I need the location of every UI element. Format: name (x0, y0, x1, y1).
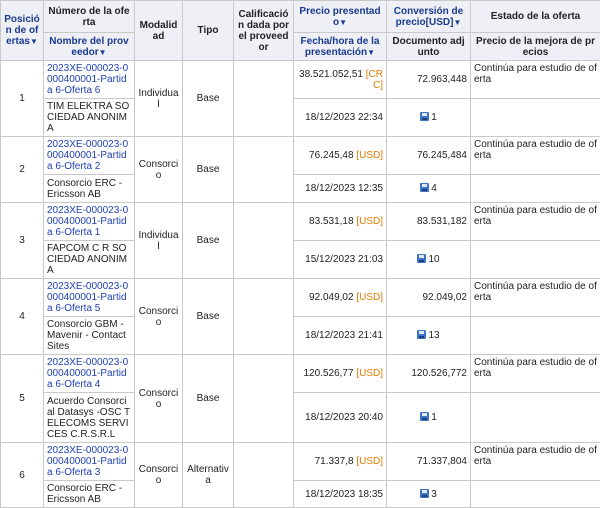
header-price-presented[interactable] (294, 1, 387, 33)
price-cell (294, 355, 387, 393)
price-value: 76.245,48 (309, 150, 354, 161)
price-value: 38.521.052,51 (299, 69, 363, 80)
table-row (1, 137, 600, 175)
table-row (1, 393, 600, 443)
currency-badge: [USD] (356, 292, 383, 303)
table-row (1, 203, 600, 241)
offer-number-link[interactable]: 2023XE-000023-0000400001-Partida 6-Oferta 6 (47, 63, 128, 96)
offer-link[interactable] (44, 355, 135, 393)
sort-arrow-icon: ▼ (339, 18, 347, 27)
modality-cell: Individual (135, 203, 183, 279)
modality-cell: Consorcio (135, 279, 183, 355)
modality-cell: Consorcio (135, 137, 183, 203)
offer-number-link[interactable]: 2023XE-000023-0000400001-Partida 6-Oferta 4 (47, 357, 128, 390)
sort-arrow-icon: ▼ (99, 48, 107, 57)
header-status: Estado de la oferta (471, 1, 600, 33)
offer-number-link[interactable]: 2023XE-000023-0000400001-Partida 6-Oferta 1 (47, 205, 128, 238)
table-row (1, 175, 600, 203)
datetime-cell: 15/12/2023 21:03 (294, 241, 387, 279)
floppy-disk-icon[interactable] (417, 330, 426, 339)
best-price-cell (471, 317, 600, 355)
doc-cell[interactable] (387, 99, 471, 137)
header-best-price: Precio de la mejora de precios (471, 33, 600, 61)
header-provider-name[interactable] (44, 33, 135, 61)
conversion-cell: 83.531,182 (387, 203, 471, 241)
position-cell: 6 (1, 443, 44, 508)
price-cell (294, 137, 387, 175)
best-price-cell (471, 481, 600, 508)
price-value: 120.526,77 (303, 368, 353, 379)
doc-count: 10 (428, 254, 439, 265)
doc-cell[interactable] (387, 317, 471, 355)
status-cell: Continúa para estudio de oferta (471, 137, 600, 175)
modality-cell: Individual (135, 61, 183, 137)
price-cell (294, 203, 387, 241)
table-row (1, 355, 600, 393)
currency-badge: [CRC] (366, 69, 383, 91)
datetime-cell: 18/12/2023 20:40 (294, 393, 387, 443)
doc-count: 1 (431, 112, 437, 123)
header-datetime[interactable] (294, 33, 387, 61)
price-value: 71.337,8 (315, 456, 354, 467)
offer-link[interactable] (44, 279, 135, 317)
type-cell: Base (183, 137, 234, 203)
doc-cell[interactable] (387, 393, 471, 443)
conversion-cell: 72.963,448 (387, 61, 471, 99)
header-type: Tipo (183, 1, 234, 61)
datetime-cell: 18/12/2023 22:34 (294, 99, 387, 137)
table-row (1, 481, 600, 508)
doc-count: 3 (431, 489, 437, 500)
header-provider-label: Nombre del proveedor (49, 36, 128, 58)
rating-cell (234, 203, 294, 279)
conversion-cell: 76.245,484 (387, 137, 471, 175)
rating-cell (234, 61, 294, 137)
header-position[interactable] (1, 1, 44, 61)
position-cell: 1 (1, 61, 44, 137)
position-cell: 3 (1, 203, 44, 279)
header-position-label: Posición de ofertas (4, 14, 40, 47)
table-row (1, 317, 600, 355)
status-cell: Continúa para estudio de oferta (471, 279, 600, 317)
provider-cell: Consorcio GBM - Mavenir - Contact Sites (44, 317, 135, 355)
datetime-cell: 18/12/2023 18:35 (294, 481, 387, 508)
rating-cell (234, 443, 294, 508)
offer-link[interactable] (44, 61, 135, 99)
conversion-cell: 120.526,772 (387, 355, 471, 393)
table-row (1, 279, 600, 317)
doc-count: 4 (431, 183, 437, 194)
rating-cell (234, 355, 294, 443)
best-price-cell (471, 99, 600, 137)
header-modality: Modalidad (135, 1, 183, 61)
position-cell: 5 (1, 355, 44, 443)
provider-cell: Acuerdo Consorcial Datasys -OSC TELECOMS SERVICES C.R.S.R.L (44, 393, 135, 443)
status-cell: Continúa para estudio de oferta (471, 355, 600, 393)
conversion-cell: 71.337,804 (387, 443, 471, 481)
offer-link[interactable] (44, 443, 135, 481)
currency-badge: [USD] (356, 216, 383, 227)
provider-cell: Consorcio ERC - Ericsson AB (44, 175, 135, 203)
datetime-cell: 18/12/2023 21:41 (294, 317, 387, 355)
status-cell: Continúa para estudio de oferta (471, 443, 600, 481)
offer-number-link[interactable]: 2023XE-000023-0000400001-Partida 6-Oferta 5 (47, 281, 128, 314)
offer-number-link[interactable]: 2023XE-000023-0000400001-Partida 6-Oferta 3 (47, 445, 128, 478)
modality-cell: Consorcio (135, 443, 183, 508)
table-row (1, 99, 600, 137)
doc-count: 13 (428, 330, 439, 341)
price-value: 83.531,18 (309, 216, 354, 227)
header-offer-number: Número de la oferta (44, 1, 135, 33)
rating-cell (234, 279, 294, 355)
provider-cell: TIM ELEKTRA SOCIEDAD ANONIMA (44, 99, 135, 137)
type-cell: Base (183, 279, 234, 355)
best-price-cell (471, 175, 600, 203)
header-price-label: Precio presentado (299, 6, 380, 28)
offer-link[interactable] (44, 203, 135, 241)
price-cell (294, 279, 387, 317)
doc-cell[interactable] (387, 241, 471, 279)
floppy-disk-icon[interactable] (420, 489, 429, 498)
header-rating: Calificación dada por el proveedor (234, 1, 294, 61)
status-cell: Continúa para estudio de oferta (471, 203, 600, 241)
sort-arrow-icon: ▼ (367, 48, 375, 57)
header-conversion[interactable] (387, 1, 471, 33)
position-cell: 4 (1, 279, 44, 355)
currency-badge: [USD] (356, 456, 383, 467)
header-conversion-label: Conversión de precio[USD] (394, 6, 463, 28)
header-datetime-label: Fecha/hora de la presentación (301, 36, 380, 58)
conversion-cell: 92.049,02 (387, 279, 471, 317)
floppy-disk-icon[interactable] (420, 183, 429, 192)
sort-arrow-icon: ▼ (30, 37, 38, 46)
rating-cell (234, 137, 294, 203)
offer-number-link[interactable]: 2023XE-000023-0000400001-Partida 6-Oferta 2 (47, 139, 128, 172)
position-cell: 2 (1, 137, 44, 203)
datetime-cell: 18/12/2023 12:35 (294, 175, 387, 203)
table-row (1, 61, 600, 99)
modality-cell: Consorcio (135, 355, 183, 443)
doc-cell[interactable] (387, 175, 471, 203)
header-attached-doc: Documento adjunto (387, 33, 471, 61)
type-cell: Alternativa (183, 443, 234, 508)
floppy-disk-icon[interactable] (420, 112, 429, 121)
status-cell: Continúa para estudio de oferta (471, 61, 600, 99)
floppy-disk-icon[interactable] (417, 254, 426, 263)
type-cell: Base (183, 203, 234, 279)
offer-link[interactable] (44, 137, 135, 175)
table-row (1, 443, 600, 481)
best-price-cell (471, 241, 600, 279)
provider-cell: Consorcio ERC - Ericsson AB (44, 481, 135, 508)
best-price-cell (471, 393, 600, 443)
price-cell (294, 61, 387, 99)
price-cell (294, 443, 387, 481)
sort-arrow-icon: ▼ (453, 18, 461, 27)
floppy-disk-icon[interactable] (420, 412, 429, 421)
provider-cell: FAPCOM C R SOCIEDAD ANONIMA (44, 241, 135, 279)
type-cell: Base (183, 355, 234, 443)
doc-count: 1 (431, 412, 437, 423)
currency-badge: [USD] (356, 150, 383, 161)
currency-badge: [USD] (356, 368, 383, 379)
doc-cell[interactable] (387, 481, 471, 508)
table-row (1, 241, 600, 279)
price-value: 92.049,02 (309, 292, 354, 303)
type-cell: Base (183, 61, 234, 137)
